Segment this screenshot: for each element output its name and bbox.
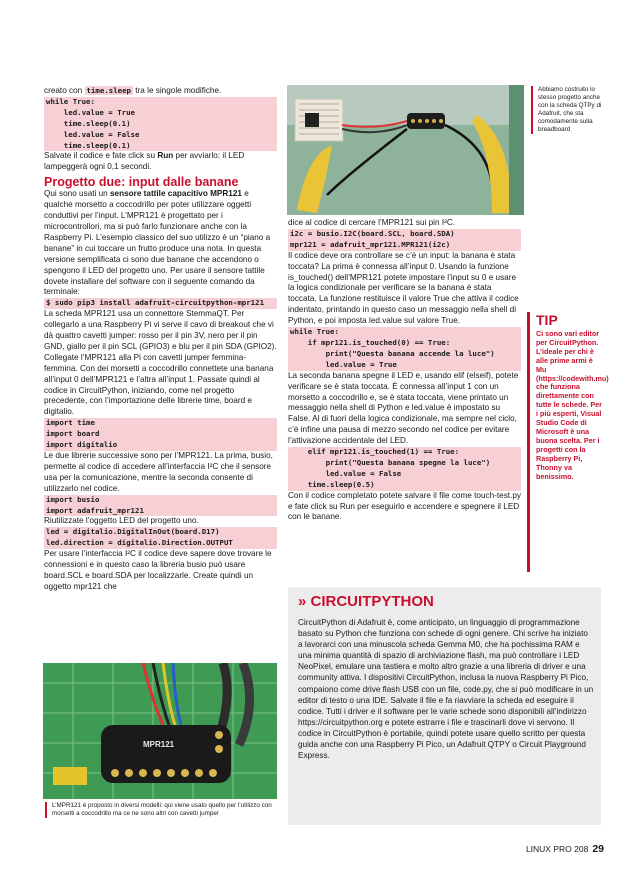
board-label: MPR121: [143, 740, 175, 749]
paragraph-sensor: Qui sono usati un sensore tattile capacitivo MPR121 e qualche morsetto a coccodrillo per poter utilizzare oggetti conduttivi per l’input. L’MPR121 è progettato per i microcontrollori, ma si può farlo funzionare anche con la Raspberry Pi. L’esempio classico del suo utilizzo è un “piano a banane” in cui toccare un frutto produce una nota. In questa versione semplificata ci sono due banane che accendono o spengono il LED del progetto uno. Per usare il sensore tattile dovete installare del software con il seguente comando da terminale:: [44, 189, 271, 297]
left-column: [44, 86, 277, 593]
save-paragraph: Salvate il codice e fate click su Run per avviarlo: il LED lampeggerà ogni 0,1 secondi.: [44, 151, 245, 172]
code-block-elif: elif mpr121.is_touched(1) == True: print("Questa banana spegne la luce") led.value = False time.sleep(0.5): [288, 447, 521, 491]
paragraph-elif: La seconda banana spegne il LED e, usando elif (elseif), potete verificare se è stata toccata. È connessa all’input 1 con un morsetto a coccodrillo e, se è stata toccata, viene printato un messaggio nella shell di Python e led.value è impostato su False. Al di fuori della logica condizionale, ma sempre nel ciclo, c’è infine una pausa di mezzo secondo nel codice per evitare l’attivazione accidentale del LED.: [288, 370, 519, 446]
right-column: [288, 218, 521, 523]
caption-bottom-photo: L’MPR121 è proposto in diversi modelli: qui viene usato quello per l’utilizzo con morsetti a coccodrillo ma ce ne sono altri con cavetti jumper: [45, 802, 277, 818]
code-install-command: $ sudo pip3 install adafruit-circuitpython-mpr121: [44, 298, 277, 309]
photo-mpr121-board: [43, 663, 277, 799]
tip-title: TIP: [536, 312, 558, 328]
caption-top-photo: Abbiamo costruito lo stesso progetto anche con la scheda QTPy di Adafruit, che sta comodamente sulla breadboard: [531, 86, 603, 134]
code-block-i2c: i2c = busio.I2C(board.SCL, board.SDA) mpr121 = adafruit_mpr121.MPR121(i2c): [288, 229, 521, 251]
section-heading: Progetto due: input dalle banane: [44, 175, 239, 190]
paragraph-run: Con il codice completato potete salvare il file come touch-test.py e fate click su Run per eseguirlo e accendere e spegnere il LED con le banane.: [288, 490, 522, 522]
photo-breadboard-bananas: [287, 85, 524, 215]
code-block-imports: import time import board import digitalio: [44, 418, 277, 451]
box-text: CircuitPython di Adafruit è, come anticipato, un linguaggio di programmazione basato su Python che funziona con schede di ogni genere. Chi scrive ha iniziato a lavorarci con una minuscola scheda Gemma M0, che ha pochissima RAM e una minima quantità di spazio di archiviazione flash, ma può controllare i LED NeoPixel, emulare una tastiera e molto altro grazie a una libreria di driver e una community attiva. I dispositivi CircuitPython, inclusa la nuova Raspberry Pi Pico, compaiono come drive flash USB con un file, code.py, che si può modificare in un editor di testo o una IDE. Salvate il file e fa riavviare la scheda ed eseguire il codice. Tutti i driver e il software per le varie schede sono disponibili all’indirizzo https://circuitpython.org e potete estrarre i file e trascinarli dove vi servono. Il codice in CircuitPython è portabile, quindi potete usare quello scritto per questa guida anche con una Raspberry Pi Pico, un Adafruit QTPY o Circuit Playground Express.: [298, 618, 594, 761]
intro-text: creato con time.sleep tra le singole modifiche.: [44, 86, 222, 95]
tip-text: Ci sono vari editor per CircuitPython. L’ideale per chi è alle prime armi è Mu (https://codewith.mu) che funziona direttamente con tutte le schede. Per i più esperti, Visual Studio Code di Microsoft è una buona scelta. Per i progetti con la Raspberry Pi, Thonny va benissimo.: [536, 329, 609, 481]
box-title: » CIRCUITPYTHON: [298, 593, 434, 610]
code-block-blink: while True: led.value = True time.sleep(0.1) led.value = False time.sleep(0.1): [44, 97, 277, 152]
paragraph-touch: Il codice deve ora controllare se c’è un input: la banana è stata toccata? La prima è connessa all’input 0. Usando la funzione is_touched() dell’MPR121 potete impostare l’input su 0 e usare la logica condizionale per verificare se la banana è stata toccata. La funzione restituisce il valore True che attiva il codice indentato, printando in questo caso un messaggio nella shell di Python, e poi imposta led.value sul valore True.: [288, 250, 519, 326]
code-block-loop: while True: if mpr121.is_touched(0) == True: print("Questa banana accende la luce") led.value = True: [288, 327, 521, 371]
circuitpython-box: [288, 587, 601, 825]
page-number: 29: [592, 843, 604, 855]
tip-sidebar: [527, 312, 609, 572]
paragraph-led: Riutilizzate l’oggetto LED del progetto uno.: [44, 516, 199, 526]
paragraph-wiring: La scheda MPR121 usa un connettore StemmaQT. Per collegarlo a una Raspberry Pi vi serve il cavo di breakout che vi dà quattro cavetti jumper: rosso per il pin 3V, nero per il pin GND, giallo per il pin SCL (GPIO3) e blu per il pin SDA (GPIO2). Collegate l’MPR121 alla Pi con cavetti jumper femmina-femmina. Con dei morsetti a coccodrillo connettete una banana all’input 0 dell’MPR121 e l’altra all’input 1. Passate quindi al codice in CircuitPython, iniziando, come nel progetto precedente, con l’importazione delle librerie time, board e digitalio.: [44, 309, 277, 417]
paragraph-libraries: Le due librerie successive sono per l’MPR121. La prima, busio, permette al codice di accedere all’interfaccia I²C che il sensore usa per la comunicazione, mentre la seconda consente di utilizzarlo nel codice.: [44, 451, 273, 493]
magazine-name: LINUX PRO 208: [525, 844, 589, 854]
paragraph-i2c: Per usare l’interfaccia I²C il codice deve sapere dove trovare le connessioni e in questo caso la libreria busio può usare board.SCL e board.SDA per localizzarle. Create quindi un oggetto mpr121 che: [44, 549, 272, 591]
page-footer: [526, 843, 604, 855]
code-block-busio: import busio import adafruit_mpr121: [44, 495, 277, 517]
paragraph-pins: dice al codice di cercare l’MPR121 sui pin I²C.: [288, 218, 456, 227]
code-block-led: led = digitalio.DigitalInOut(board.D17) led.direction = digitalio.Direction.OUTPUT: [44, 527, 277, 549]
